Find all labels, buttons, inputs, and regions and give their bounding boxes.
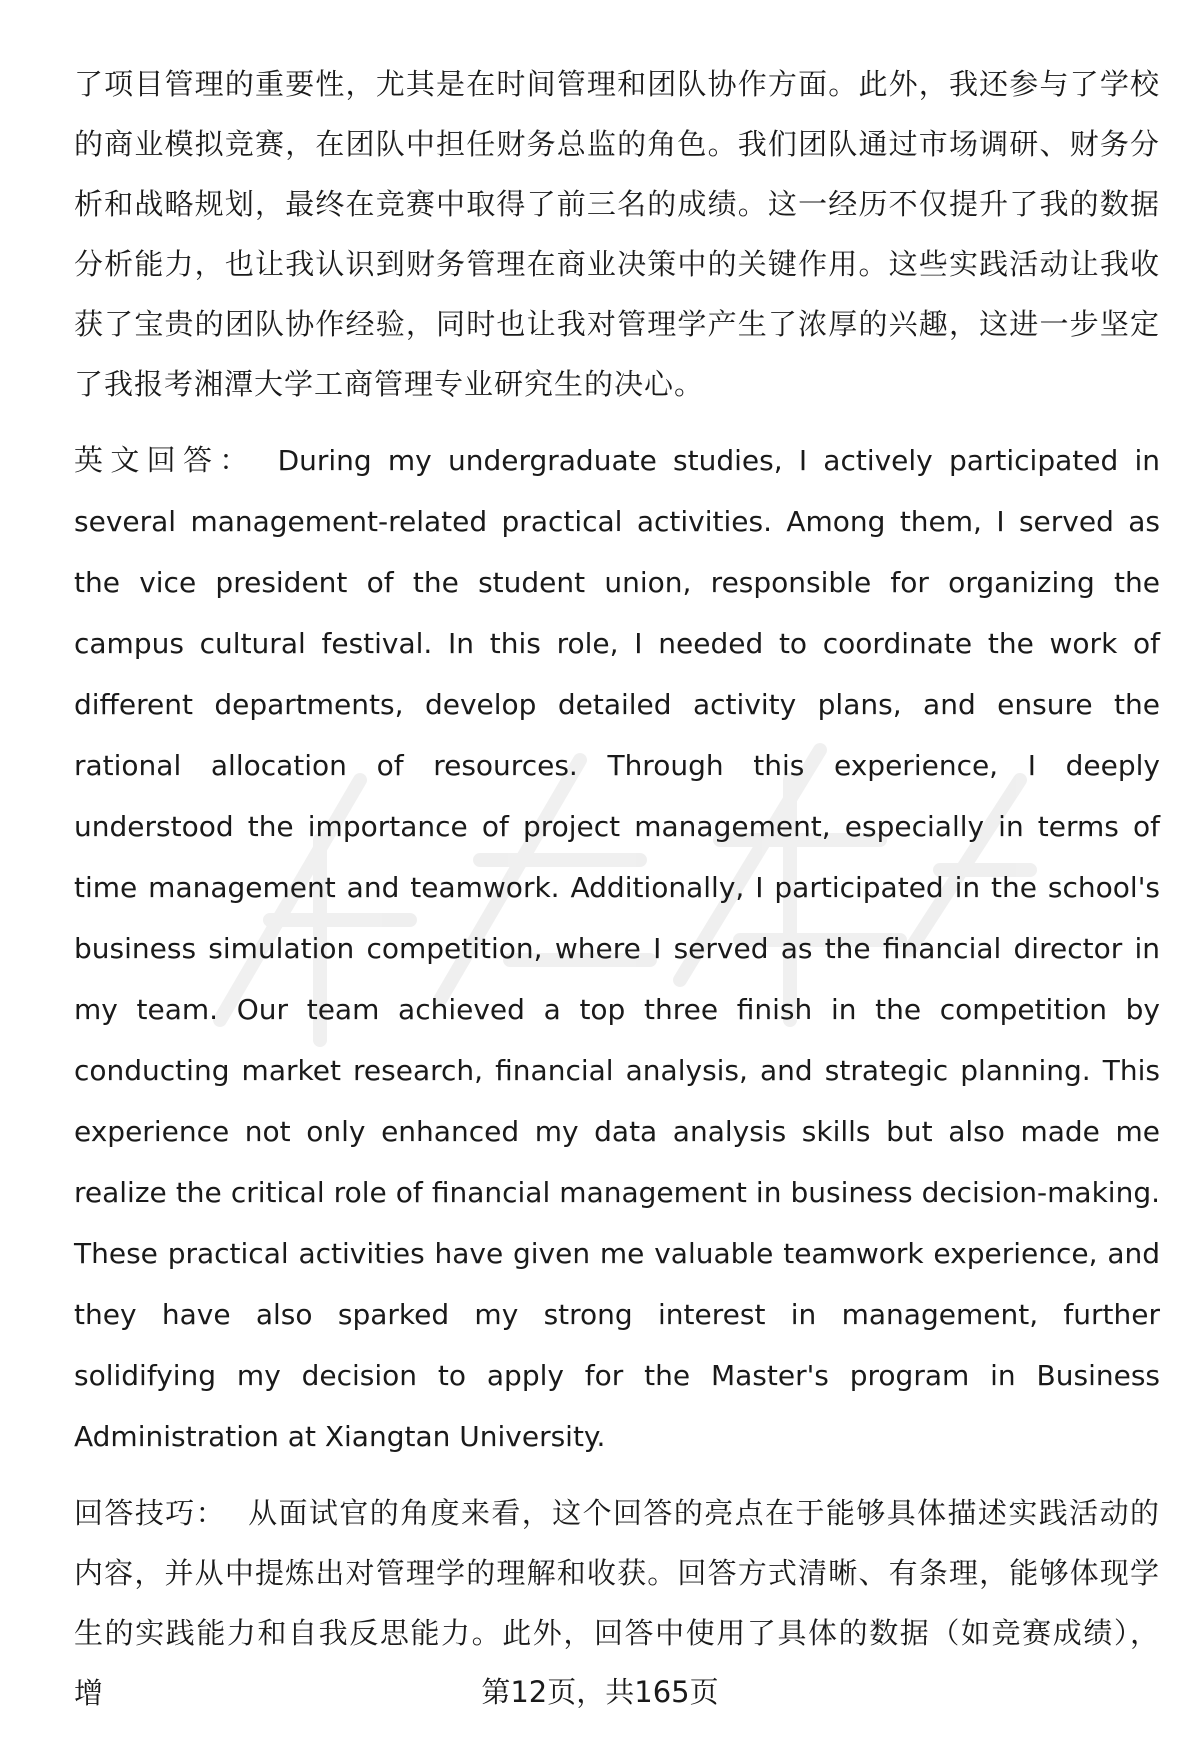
- paragraph-english-answer: [74, 430, 1160, 1467]
- paragraph-intro-continued: [74, 54, 1160, 414]
- answer-tips-text: 从面试官的角度来看，这个回答的亮点在于能够具体描述实践活动的内容，并从中提炼出对管理学的理解和收获。回答方式清晰、有条理，能够体现学生的实践能力和自我反思能力。此外，回答中使用了具体的数据（如竞赛成绩），增: [74, 1496, 1160, 1710]
- answer-tips-label: 回答技巧：: [74, 1496, 227, 1530]
- english-answer-text: During my undergraduate studies, I actively participated in several management-related practical activities. Among them, I served as the vice president of the student union, responsible for organizing the campus cultural festival. In this role, I needed to coordinate the work of different departments, develop detailed activity plans, and ensure the rational allocation of resources. Through this experience, I deeply understood the importance of project management, especially in terms of time management and teamwork. Additionally, I participated in the school's business simulation competition, where I served as the financial director in my team. Our team achieved a top three finish in the competition by conducting market research, financial analysis, and strategic planning. This experience not only enhanced my data analysis skills but also made me realize the critical role of financial management in business decision-making. These practical activities have given me valuable teamwork experience, and they have also sparked my strong interest in management, further solidifying my decision to apply for the Master's program in Business Administration at Xiangtan University.: [74, 444, 1160, 1453]
- page-number: 第12页，共165页: [481, 1675, 719, 1709]
- page-footer: [0, 1672, 1200, 1712]
- intro-text: 了项目管理的重要性，尤其是在时间管理和团队协作方面。此外，我还参与了学校的商业模拟竞赛，在团队中担任财务总监的角色。我们团队通过市场调研、财务分析和战略规划，最终在竞赛中取得了前三名的成绩。这一经历不仅提升了我的数据分析能力，也让我认识到财务管理在商业决策中的关键作用。这些实践活动让我收获了宝贵的团队协作经验，同时也让我对管理学产生了浓厚的兴趣，这进一步坚定了我报考湘潭大学工商管理专业研究生的决心。: [74, 67, 1160, 401]
- english-answer-label: 英文回答：: [74, 443, 256, 477]
- main-content: [74, 54, 1160, 1723]
